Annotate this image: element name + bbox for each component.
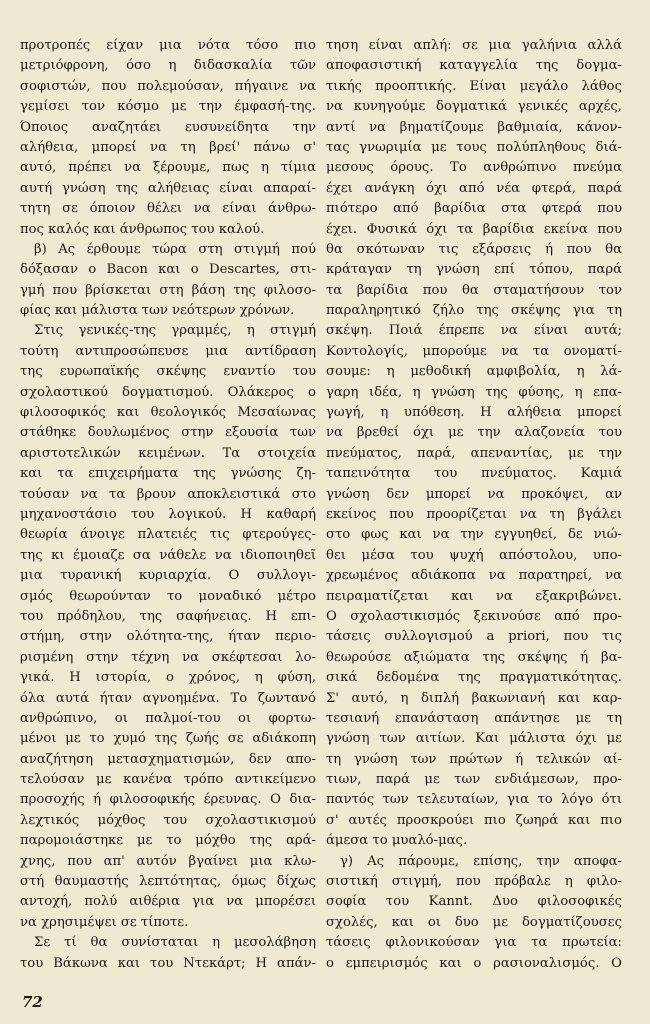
text-line: στο φως και να την εγγυηθεί, δε νιώ- xyxy=(326,527,622,543)
text-line: δόξασαν ο Bacon και ο Descartes, στι- xyxy=(20,262,316,278)
text-line: της ευρωπαϊκής σκέψης εναντίο του xyxy=(20,364,316,380)
text-line: θει μέσα του ψυχή απόστολου, υπο- xyxy=(326,547,622,563)
text-line: να χρησιμέψει σε τίποτε. xyxy=(20,914,189,930)
text-line: σχολές, και οι δυο με δογματίζουσες xyxy=(326,914,622,930)
text-line: χρεωμένος αδιάκοπα να παρατηρεί, να xyxy=(326,568,622,584)
text-line: Στις γενικές-της γραμμές, η στιγμή xyxy=(34,323,316,339)
text-line: εκείνος που προορίζεται να τη βγάλει xyxy=(326,506,622,522)
text-line: τηση είναι απλή: σε μια γαλήνια αλλά xyxy=(326,38,622,53)
text-line: στήμη, στην ολότητα-της, ήταν περιο- xyxy=(20,629,316,645)
text-line: θα σκότωναν τις εξάρσεις ή που θα xyxy=(326,241,622,257)
text-line: θεωρούσε αξιώματα της σκέψης ή βα- xyxy=(326,649,622,665)
text-line: μηχανοστάσιο του λογικού. Η καθαρή xyxy=(20,506,316,522)
text-line: άμεσα το μυαλό-μας. xyxy=(326,833,468,849)
text-line: β) Ας έρθουμε τώρα στη στιγμή πού xyxy=(34,241,316,257)
text-line: φιλοσοφικός και θεολογικός Μεσαίωνας xyxy=(20,405,316,421)
text-line: πιότερο από βαρίδια στα φτερά που xyxy=(326,201,622,217)
text-line: έχει ανάγκη όχι από νέα φτερά, παρά xyxy=(326,180,622,196)
text-line: τούτη αντιπροσώπευσε μια αντίδραση xyxy=(20,343,316,359)
text-line: του Βάκωνα και του Ντεκάρτ; Η απάν- xyxy=(20,955,316,971)
text-line: παντός των τελευταίων, για το λόγο ότι xyxy=(326,792,622,808)
text-line: όλα αυτά ήταν αγνοημένα. Το ζωντανό xyxy=(20,690,316,706)
text-line: γικά. Η ιστορία, ο χρόνος, η φύση, xyxy=(20,670,316,686)
text-line: στάθηκε δουλωμένος στην εξουσία των xyxy=(20,425,316,441)
text-line: αναζήτηση μετασχηματισμών, δεν απο- xyxy=(20,751,316,767)
text-line: Σε τί θα συνίσταται η μεσολάβηση xyxy=(34,935,316,951)
text-line: παραληρητικό ζήλο της σκέψης για τη xyxy=(326,303,622,319)
text-line: αντί να βηματίζουμε βαθμιαία, κάνον- xyxy=(326,119,622,135)
text-line: σικά δεδομένα της πραγματικότητας. xyxy=(326,670,622,686)
text-line: σουμε: η μεθοδική αμφιβολία, η λά- xyxy=(326,364,622,380)
text-line: γαρη ιδέα, η γνώση της φύσης, η επα- xyxy=(326,384,622,400)
text-line: γεμίσει τον κόσμο με την έμφασή-της. xyxy=(20,99,316,115)
text-line: σκέψη. Ποιά έπρεπε να είναι αυτά; xyxy=(326,323,622,339)
text-line: και τα επιχειρήματα της γνώσης ζη- xyxy=(20,466,316,482)
text-line: μια τυρανική κυριαρχία. Ο συλλογι- xyxy=(20,568,316,584)
text-line: της κι έμοιαζε σα νάθελε να ιδιοποιηθεῖ xyxy=(20,547,316,563)
text-line: τελούσαν με κανένα τρόπο αντικείμενο xyxy=(20,772,316,788)
text-line: σχολαστικού δογματισμού. Ολάκερος ο xyxy=(20,384,316,400)
text-line: Όποιος αναζητάει ευσυνείδητα την xyxy=(20,119,316,135)
text-line: αλήθεια, μπορεί να τη βρεί' πάνω σ' xyxy=(20,139,316,155)
text-line: τιων, παρά με των ενδιάμεσων, προ- xyxy=(326,772,622,788)
text-line: πειραματίζεται και να εξακριβώνει. xyxy=(326,588,622,604)
text-line: του πρόδηλου, της σαφήνειας. Η επι- xyxy=(20,608,316,624)
text-line: αποφασιστική καταγγελία της δογμα- xyxy=(326,58,622,74)
text-line: αυτή γνώση της αλήθειας είναι απαραί- xyxy=(20,180,316,196)
text-line: ταπεινότητα του πνεύματος. Καμιά xyxy=(326,466,622,482)
text-line: ρισμένη στην τέχνη να σκέφτεσαι λο- xyxy=(20,649,316,665)
text-line: λεχτικός μόχθος του σχολαστικισμού xyxy=(20,812,316,828)
text-line: αυτό, πρέπει να ξέρουμε, πως η τίμια xyxy=(20,160,316,176)
text-line: στή θαυμαστής λεπτότητας, όμως δίχως xyxy=(20,874,316,890)
text-line: τη γνώση των πρώτων ή τελικών αί- xyxy=(326,751,622,767)
text-line: ο εμπειρισμός και ο ρασιοναλισμός. Ο xyxy=(326,955,622,971)
text-line: τάσεις συλλογισμού a priori, που τις xyxy=(326,629,622,645)
right-text-column xyxy=(326,36,622,974)
page-number: 72 xyxy=(22,993,43,1011)
text-line: αριστοτελικών κειμένων. Τα στοιχεία xyxy=(20,445,316,461)
text-line: Σ' αυτό, η διπλή βακωνιανή και καρ- xyxy=(326,690,622,706)
text-line: γνώση των αιτίων. Και μάλιστα όχι με xyxy=(326,731,622,747)
text-line: αντοχή, πολύ αιθέρια για να μπορέσει xyxy=(20,894,316,910)
text-line: σοφιστών, που πολεμούσαν, πήγαινε να xyxy=(20,78,316,94)
text-line: να βρεθεί όχι με την αλαζονεία του xyxy=(326,425,622,441)
text-line: τα βαρίδια που θα σταματήσουν τον xyxy=(326,282,622,298)
text-line: γ) Ας πάρουμε, επίσης, την αποφα- xyxy=(340,853,622,869)
text-line: σοφία του Kannt. Δυο φιλοσοφικές xyxy=(326,894,622,910)
text-line: πος καλός και άνθρωπος του καλού. xyxy=(20,221,265,237)
text-line: γωγή, η υπόθεση. Η αλήθεια μπορεί xyxy=(326,405,622,421)
text-line: τητη σε όποιον θέλει να είναι άνθρω- xyxy=(20,201,316,217)
text-line: Κοντολογίς, μπορούμε να τα ονοματί- xyxy=(326,343,622,359)
text-line: κράταγαν τη γνώση επί τόπου, παρά xyxy=(326,262,622,278)
text-line: έχει. Φυσικά όχι τα βαρίδια εκείνα που xyxy=(326,221,622,237)
text-line: προτροπές είχαν μια νότα τόσο πιο xyxy=(20,38,316,53)
text-line: μεσους όρους. Το ανθρώπινο πνεύμα xyxy=(326,160,622,176)
text-line: προσοχής ή φιλοσοφικής έρευνας. Ο δια- xyxy=(20,792,316,808)
text-line: τάσεις φιλονικούσαν για τα πρωτεία: xyxy=(326,935,622,951)
text-line: ανθρώπινο, οι παλμοί-του οι φορτω- xyxy=(20,710,316,726)
text-line: σιστική στιγμή, που πρόβαλε η φιλο- xyxy=(326,874,622,890)
text-line: φίας και μάλιστα των νεότερων χρόνων. xyxy=(20,303,295,319)
text-line: θεωρία άνοιγε πλατειές τις φτερούγες- xyxy=(20,527,316,543)
text-line: τας γνωριμία με τους πολύπληθους διά- xyxy=(326,139,622,155)
text-line: σ' αυτές προσκρούει πιο ζωηρά και πιο xyxy=(326,812,622,828)
text-line: πνεύματος, παρά, απεναντίας, με την xyxy=(326,445,622,461)
text-line: να κυνηγούμε δογματικά γενικές αρχές, xyxy=(326,99,622,115)
left-text-column xyxy=(20,36,316,974)
text-line: γμή που βρίσκεται στη βάση της φιλοσο- xyxy=(20,282,316,298)
text-line: παρομοιάστηκε με το μόχθο της αρά- xyxy=(20,833,316,849)
text-line: τεσιανή επανάσταση απάντησε με τη xyxy=(326,710,622,726)
text-line: τούσαν να τα βρουν αποκλειστικά στο xyxy=(20,486,316,502)
text-line: γνώση δεν μπορεί να προκόψει, αν xyxy=(326,486,622,502)
text-line: σμός θεωρούνταν το μοναδικό μέτρο xyxy=(20,588,316,604)
text-line: Ο σχολαστικισμός ξεκινούσε από προ- xyxy=(326,608,622,624)
text-line: μετριόφρονη, όσο η διδασκαλία τῶν xyxy=(20,58,316,74)
text-line: μένοι με το χυμό της ζωής σε αδιάκοπη xyxy=(20,731,316,747)
text-line: χνης, που απ' αυτόν βγαίνει μια κλω- xyxy=(20,853,316,869)
text-line: τικής προοπτικής. Είναι μεγάλο λάθος xyxy=(326,78,622,94)
